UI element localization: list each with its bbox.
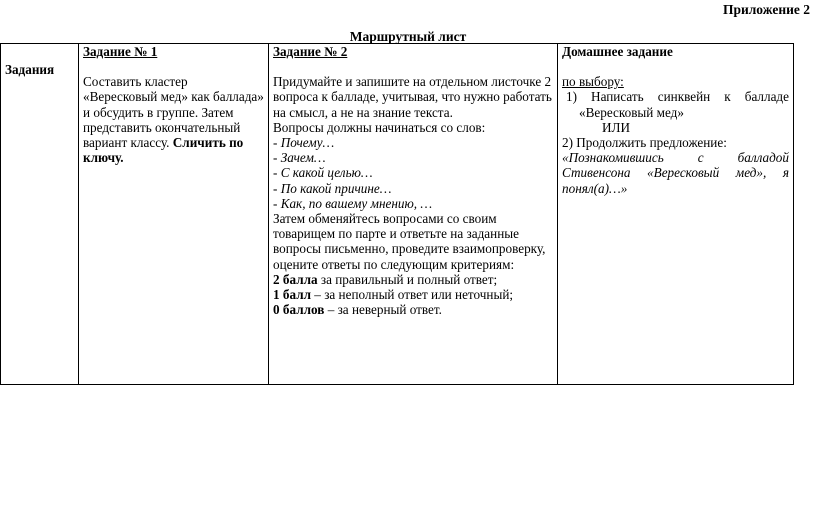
appendix-label: Приложение 2 [722,2,810,17]
criteria-score: 2 балла [273,271,318,287]
criteria-score: 0 баллов [273,302,325,318]
criteria-item [273,302,553,317]
homework-or: ИЛИ [602,119,630,135]
task2-cell [269,44,558,385]
homework-item1-line1: 1) Написать синквейн к балладе [566,89,789,105]
table-row [1,44,794,385]
task2-exchange: Затем обменяйтесь вопросами со своим товарищем по парте и ответьте на заданные вопросы письменно, проведите взаимопроверку, оцените ответы по следующим критериям: [273,211,546,272]
criteria-text: – за неполный ответ или неточный; [311,287,514,303]
homework-item2-line2: Стивенсона «Вересковый мед», я [562,165,789,181]
task2-heading: Задание № 2 [273,44,348,59]
question-start-item: - Как, по вашему мнению, … [273,195,433,211]
criteria-text: – за неверный ответ. [324,302,442,318]
task1-heading: Задание № 1 [83,44,158,59]
row-label: Задания [5,62,55,77]
homework-cell [558,44,794,385]
criteria-text: за правильный и полный ответ; [317,271,498,287]
homework-heading: Домашнее задание [562,44,673,59]
task2-intro: Придумайте и запишите на отдельном листочке 2 вопроса к балладе, учитывая, что нужно работать на смысл, а не на знание текста. [273,74,552,120]
question-start-item: - Почему… [273,135,335,151]
question-start-item: - Зачем… [273,150,326,166]
homework-item2-label: 2) Продолжить предложение: [562,135,727,151]
criteria-score: 1 балл [273,287,311,303]
homework-item1-line2: «Вересковый мед» [579,104,684,120]
task1-text: Составить кластер «Вересковый мед» как баллада» и обсудить в группе. Затем представить окончательный вариант классу. [83,74,264,151]
homework-item2-line3: понял(а)…» [562,180,628,196]
question-start-item: - По какой причине… [273,180,392,196]
question-start-item: - С какой целью… [273,165,373,181]
task2-starts-label: Вопросы должны начинаться со слов: [273,119,486,135]
row-label-cell [1,44,79,385]
task1-bold-tail: Сличить по ключу. [83,135,244,166]
task1-cell [79,44,269,385]
homework-choice: по выбору: [562,74,624,90]
criteria-item [273,272,553,287]
route-table [0,43,794,385]
page-title: Маршрутный лист [349,29,467,44]
criteria-item [273,287,553,302]
homework-item2-line1: «Познакомившись с балладой [562,150,789,166]
